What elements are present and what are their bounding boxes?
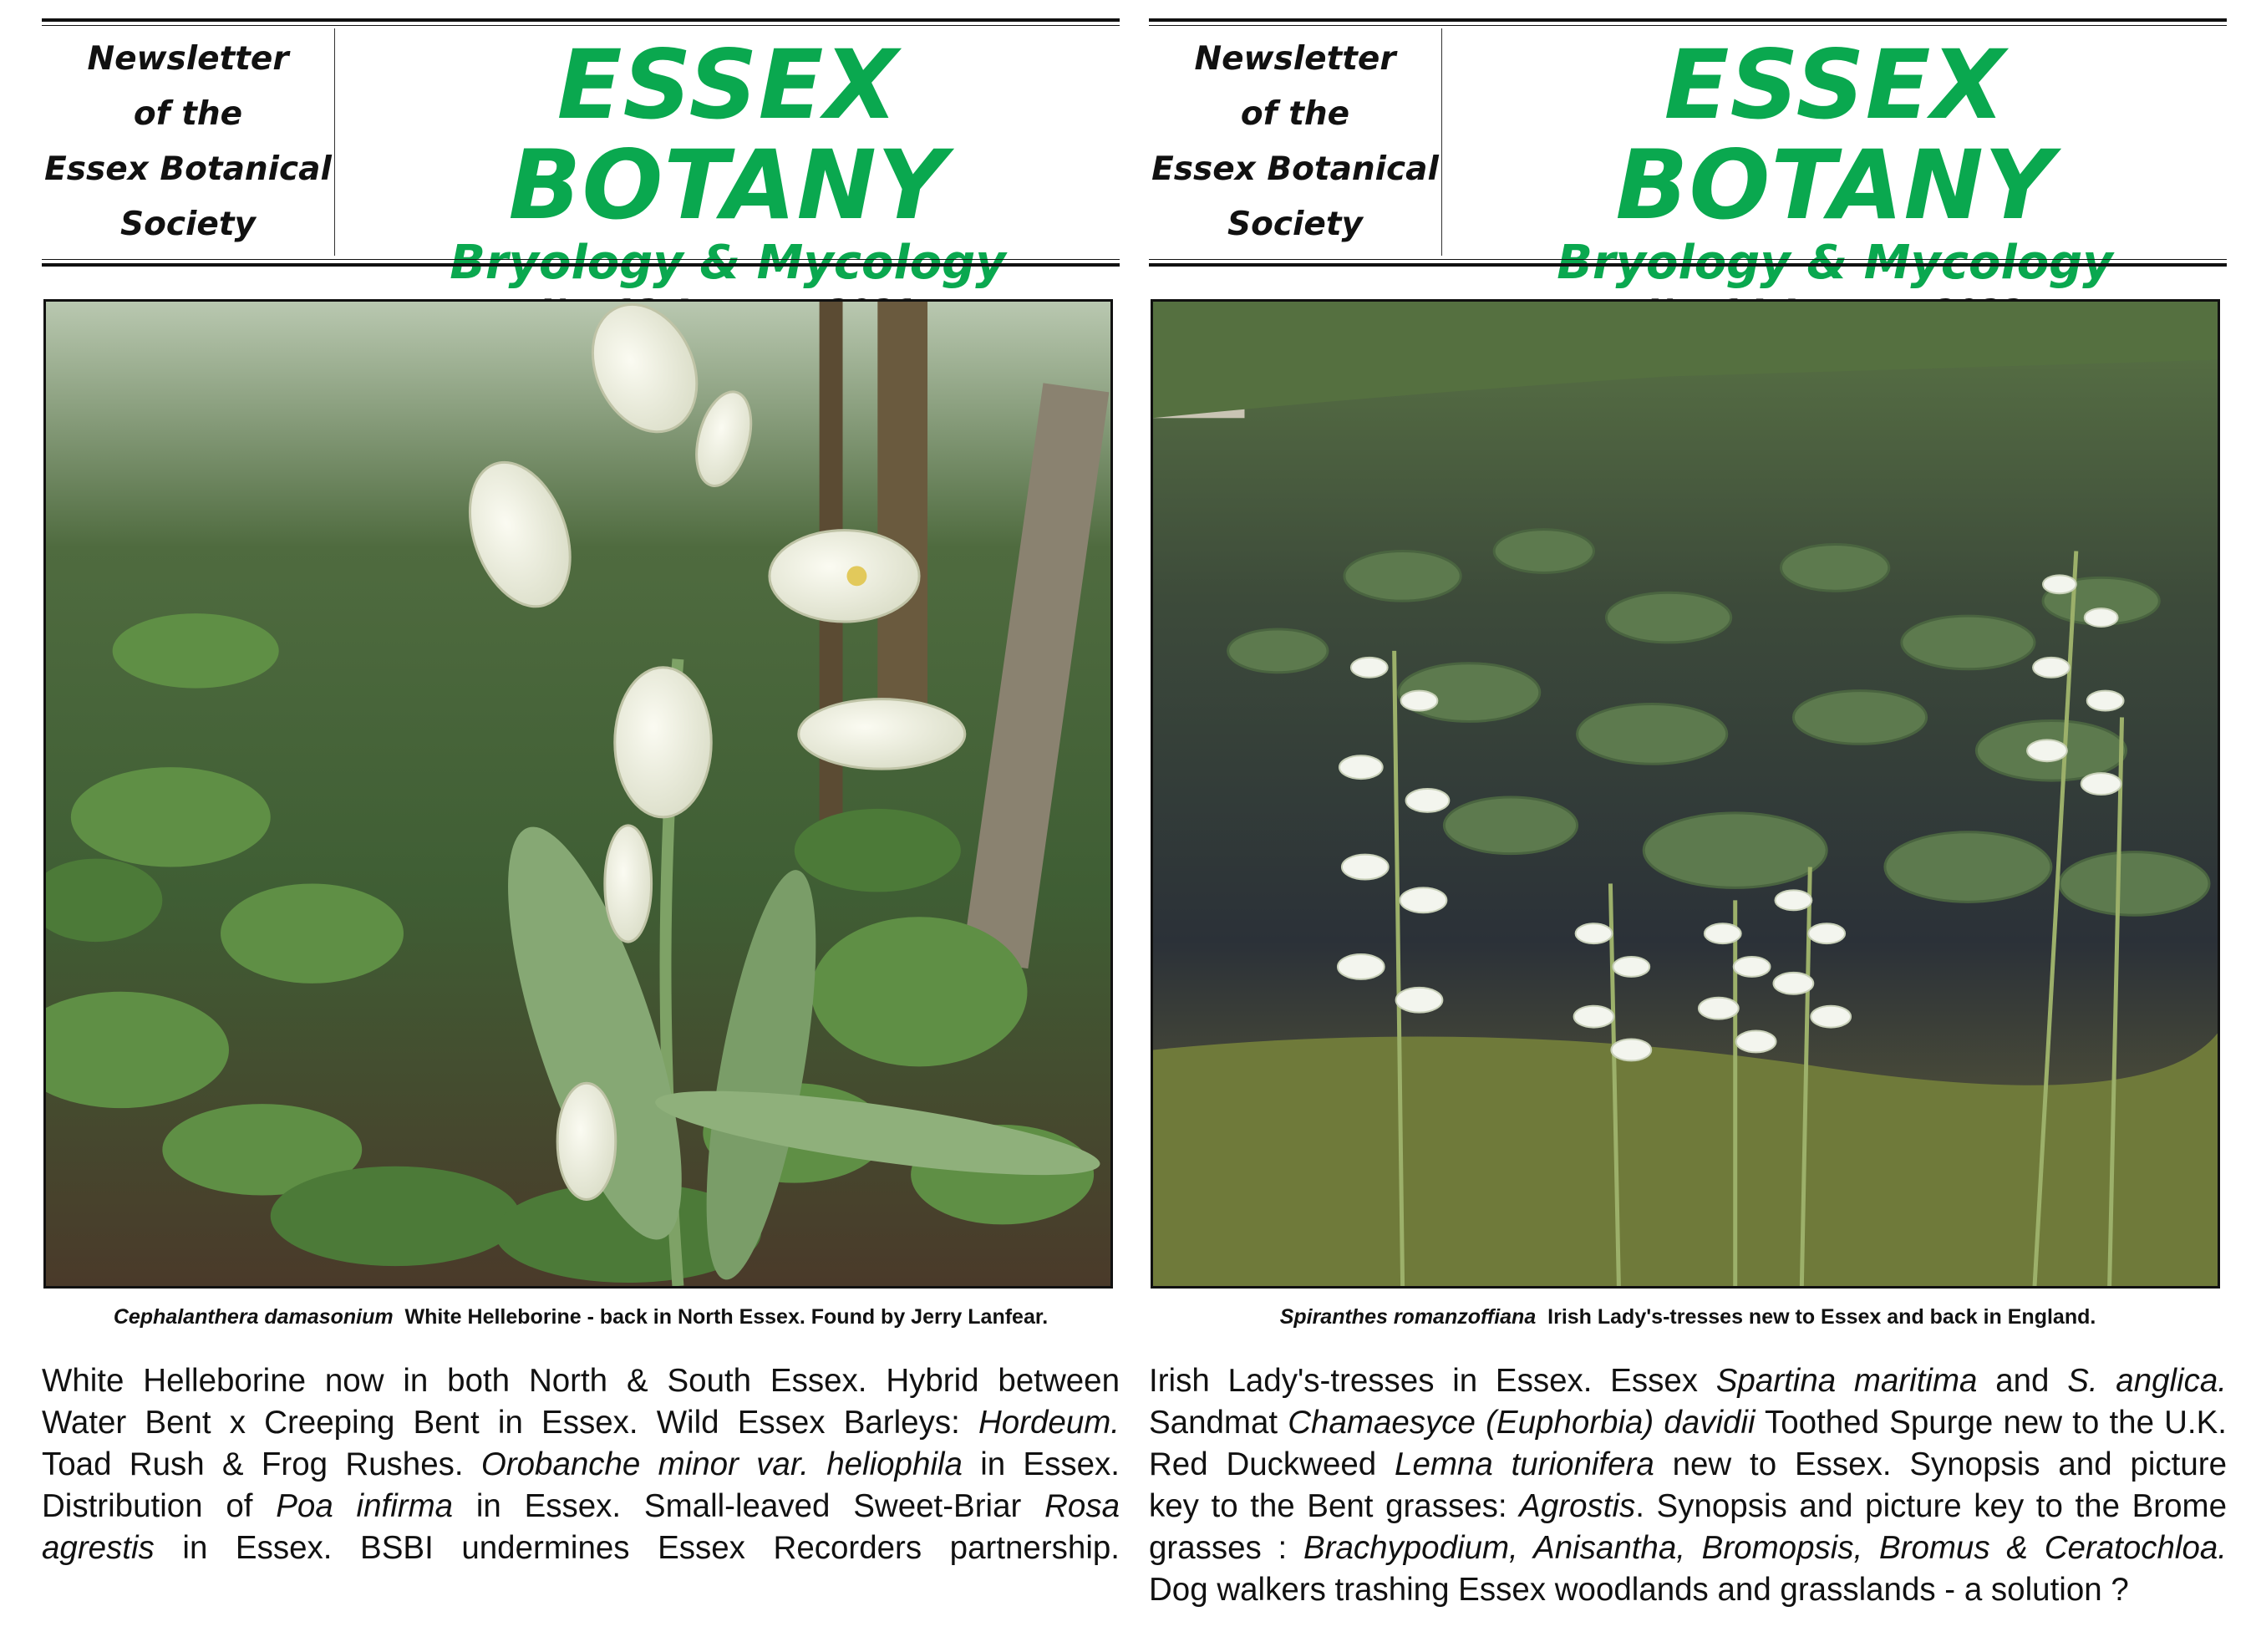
newsletter-cover-13	[42, 0, 1120, 1652]
title-block	[1443, 28, 2227, 290]
orchid-woodland-illustration	[46, 302, 1110, 1286]
blurb-text-run: Distribution of	[42, 1488, 277, 1524]
blurb-line	[1149, 1444, 2227, 1486]
blurb-line	[42, 1527, 1120, 1569]
blurb-italic-run: Orobanche minor var. heliophila	[480, 1446, 963, 1482]
blurb-text-run: Sandmat	[1149, 1405, 1288, 1441]
blurb-text-run: White Helleborine now in both North & South Essex. Hybrid between	[42, 1363, 1120, 1399]
blurb-italic-run: Lemna turionifera	[1395, 1446, 1654, 1482]
blurb-line	[42, 1402, 1120, 1444]
blurb-line	[42, 1486, 1120, 1527]
society-name	[1149, 28, 1442, 256]
blurb-italic-run: Spartina maritima	[1715, 1363, 1978, 1399]
blurb-line	[1149, 1402, 2227, 1444]
caption-text: Irish Lady's-tresses new to Essex and back in England.	[1547, 1305, 2096, 1329]
blurb-italic-run: Hordeum.	[978, 1405, 1120, 1441]
blurb-italic-run: agrestis	[42, 1530, 155, 1566]
blurb-italic-run: Rosa	[1044, 1488, 1120, 1524]
pond-orchid-illustration	[1153, 302, 2218, 1286]
blurb-italic-run: Chamaesyce (Euphorbia) davidii	[1288, 1405, 1756, 1441]
cover-photo-irish-ladys-tresses	[1151, 299, 2220, 1289]
masthead	[42, 28, 1120, 290]
blurb-text-run: Toad Rush & Frog Rushes.	[42, 1446, 481, 1482]
top-double-rule	[1149, 18, 2227, 26]
society-line: Essex Botanical	[1151, 150, 1439, 188]
blurb-italic-run: Brachypodium, Anisantha, Bromopsis, Bromus & Ceratochloa.	[1303, 1530, 2227, 1566]
masthead	[1149, 28, 2227, 290]
blurb-line	[1149, 1486, 2227, 1527]
caption-text: White Helleborine - back in North Essex. Found by Jerry Lanfear.	[404, 1305, 1049, 1329]
society-line: Newsletter	[87, 40, 289, 78]
blurb-italic-run: Poa infirma	[276, 1488, 454, 1524]
society-name	[42, 28, 335, 256]
blurb-text-run: Irish Lady's-tresses in Essex. Essex	[1149, 1363, 1716, 1399]
caption-species: Cephalanthera damasonium	[113, 1305, 394, 1329]
newsletter-subtitle: Bryology & Mycology	[1557, 236, 2113, 290]
newsletter-title: ESSEX BOTANY	[508, 29, 948, 241]
blurb-text-run: Red Duckweed	[1149, 1446, 1395, 1482]
blurb-text-run: . Synopsis and picture key to the Brome	[1635, 1488, 2227, 1524]
society-line: Society	[120, 206, 256, 243]
blurb-italic-run: Agrostis	[1519, 1488, 1636, 1524]
blurb-text-run: Dog walkers trashing Essex woodlands and grasslands - a solution ?	[1149, 1572, 2129, 1608]
contents-blurb	[42, 1360, 1120, 1569]
top-double-rule	[42, 18, 1120, 26]
blurb-text-run: in Essex. Small-leaved Sweet-Briar	[453, 1488, 1045, 1524]
blurb-text-run: grasses :	[1149, 1530, 1303, 1566]
society-line: Newsletter	[1194, 40, 1396, 78]
blurb-text-run: key to the Bent grasses:	[1149, 1488, 1520, 1524]
blurb-text-run: new to Essex. Synopsis and picture	[1654, 1446, 2227, 1482]
newsletter-cover-14	[1149, 0, 2227, 1652]
society-line: Essex Botanical	[44, 150, 332, 188]
blurb-line	[42, 1444, 1120, 1486]
title-block	[336, 28, 1120, 290]
blurb-text-run: Water Bent x Creeping Bent in Essex. Wild Essex Barleys:	[42, 1405, 978, 1441]
society-line: of the	[133, 95, 243, 133]
blurb-line	[1149, 1360, 2227, 1402]
newsletter-title: ESSEX BOTANY	[1615, 29, 2055, 241]
blurb-italic-run: S. anglica.	[2067, 1363, 2227, 1399]
blurb-text-run: in Essex. BSBI undermines Essex Recorders partnership.	[154, 1530, 1120, 1566]
blurb-text-run: in Essex.	[962, 1446, 1120, 1482]
photo-caption	[42, 1305, 1120, 1329]
society-line: of the	[1240, 95, 1350, 133]
newsletter-subtitle: Bryology & Mycology	[450, 236, 1006, 290]
contents-blurb	[1149, 1360, 2227, 1611]
bottom-double-rule	[42, 259, 1120, 267]
blurb-text-run: and	[1977, 1363, 2068, 1399]
bottom-double-rule	[1149, 259, 2227, 267]
blurb-text-run: Toothed Spurge new to the U.K.	[1755, 1405, 2228, 1441]
blurb-line	[1149, 1569, 2227, 1611]
society-line: Society	[1227, 206, 1363, 243]
photo-caption	[1149, 1305, 2227, 1329]
cover-photo-white-helleborine	[43, 299, 1113, 1289]
blurb-line	[1149, 1527, 2227, 1569]
blurb-line	[42, 1360, 1120, 1402]
caption-species: Spiranthes romanzoffiana	[1279, 1305, 1537, 1329]
